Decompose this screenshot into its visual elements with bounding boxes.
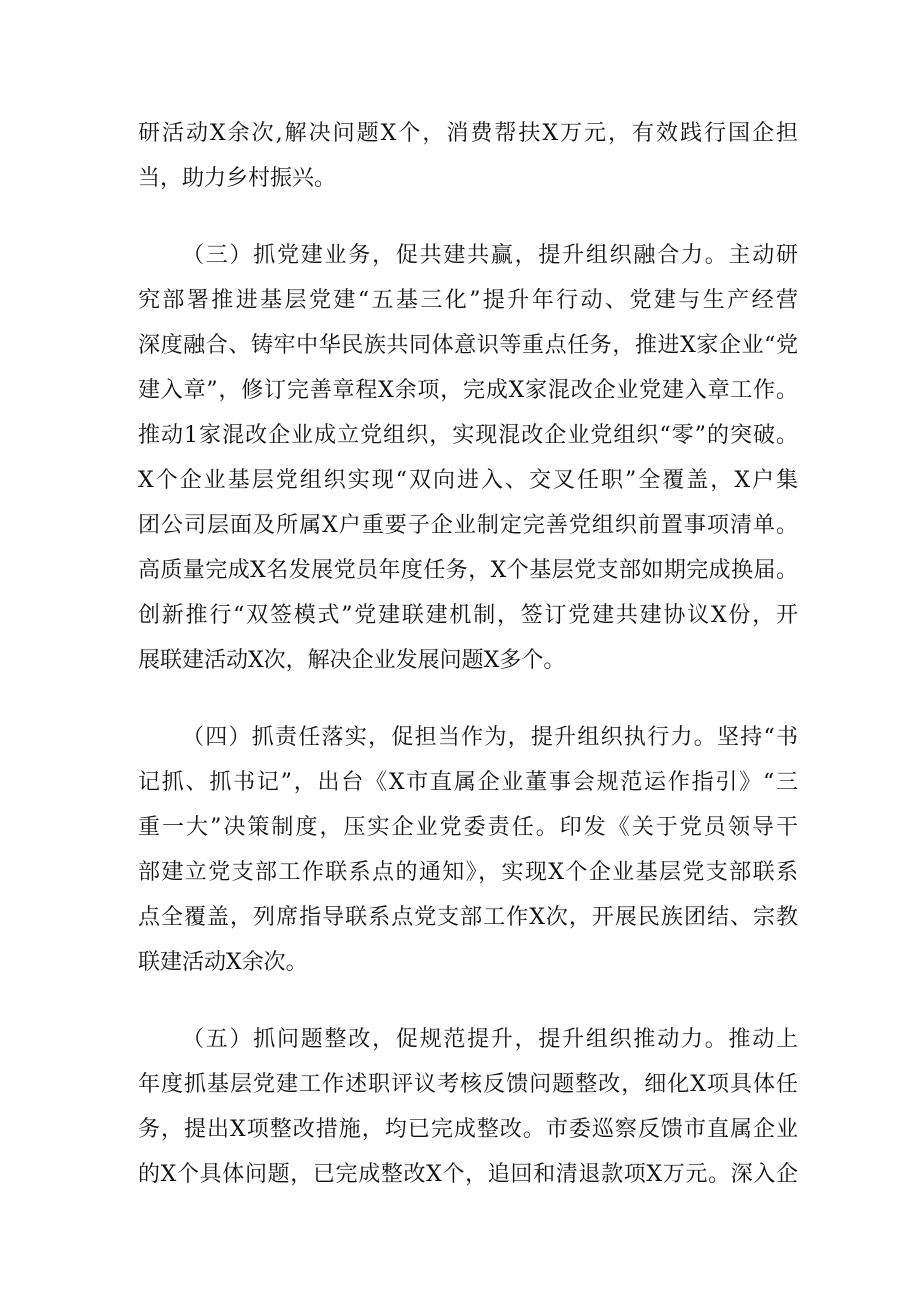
text-line: X个企业基层党组织实现“双向进入、交叉任职”全覆盖，X户集 [138, 468, 798, 493]
paragraph-heading-line: （三）抓党建业务，促共建共赢，提升组织融合力。主动研 [182, 243, 798, 268]
text-line: 当，助力乡村振兴。 [138, 166, 337, 191]
paragraph-heading-line: （四）抓责任落实，促担当作为，提升组织执行力。坚持“书 [182, 725, 798, 750]
text-line: 推动1家混改企业成立党组织，实现混改企业党组织“零”的突破。 [138, 423, 798, 448]
text-line: 重一大”决策制度，压实企业党委责任。印发《关于党员领导干 [138, 815, 798, 840]
text-line: 记抓、抓书记”，出台《X市直属企业董事会规范运作指引》“三 [138, 770, 798, 795]
text-line: 研活动X余次,解决问题X个，消费帮扶X万元，有效践行国企担 [138, 121, 798, 146]
text-line: 的X个具体问题，已完成整改X个，追回和清退款项X万元。深入企 [138, 1162, 798, 1187]
text-line: 深度融合、铸牢中华民族共同体意识等重点任务，推进X家企业“党 [138, 333, 798, 358]
text-line: 部建立党支部工作联系点的通知》，实现X个企业基层党支部联系 [138, 860, 798, 885]
text-line: 展联建活动X次，解决企业发展问题X多个。 [138, 648, 566, 673]
text-line: 究部署推进基层党建“五基三化”提升年行动、党建与生产经营 [138, 288, 798, 313]
text-line: 联建活动X余次。 [138, 950, 308, 975]
text-line: 年度抓基层党建工作述职评议考核反馈问题整改，细化X项具体任 [138, 1072, 798, 1097]
text-line: 点全覆盖，列席指导联系点党支部工作X次，开展民族团结、宗教 [138, 905, 798, 930]
text-line: 创新推行“双签模式”党建联建机制，签订党建共建协议X份，开 [138, 603, 798, 628]
paragraph-heading-line: （五）抓问题整改，促规范提升，提升组织推动力。推动上 [182, 1027, 798, 1052]
text-line: 团公司层面及所属X户重要子企业制定完善党组织前置事项清单。 [138, 513, 798, 538]
text-line: 务，提出X项整改措施，均已完成整改。市委巡察反馈市直属企业 [138, 1117, 798, 1142]
text-line: 建入章”，修订完善章程X余项，完成X家混改企业党建入章工作。 [138, 378, 798, 403]
text-line: 高质量完成X名发展党员年度任务，X个基层党支部如期完成换届。 [138, 558, 798, 583]
